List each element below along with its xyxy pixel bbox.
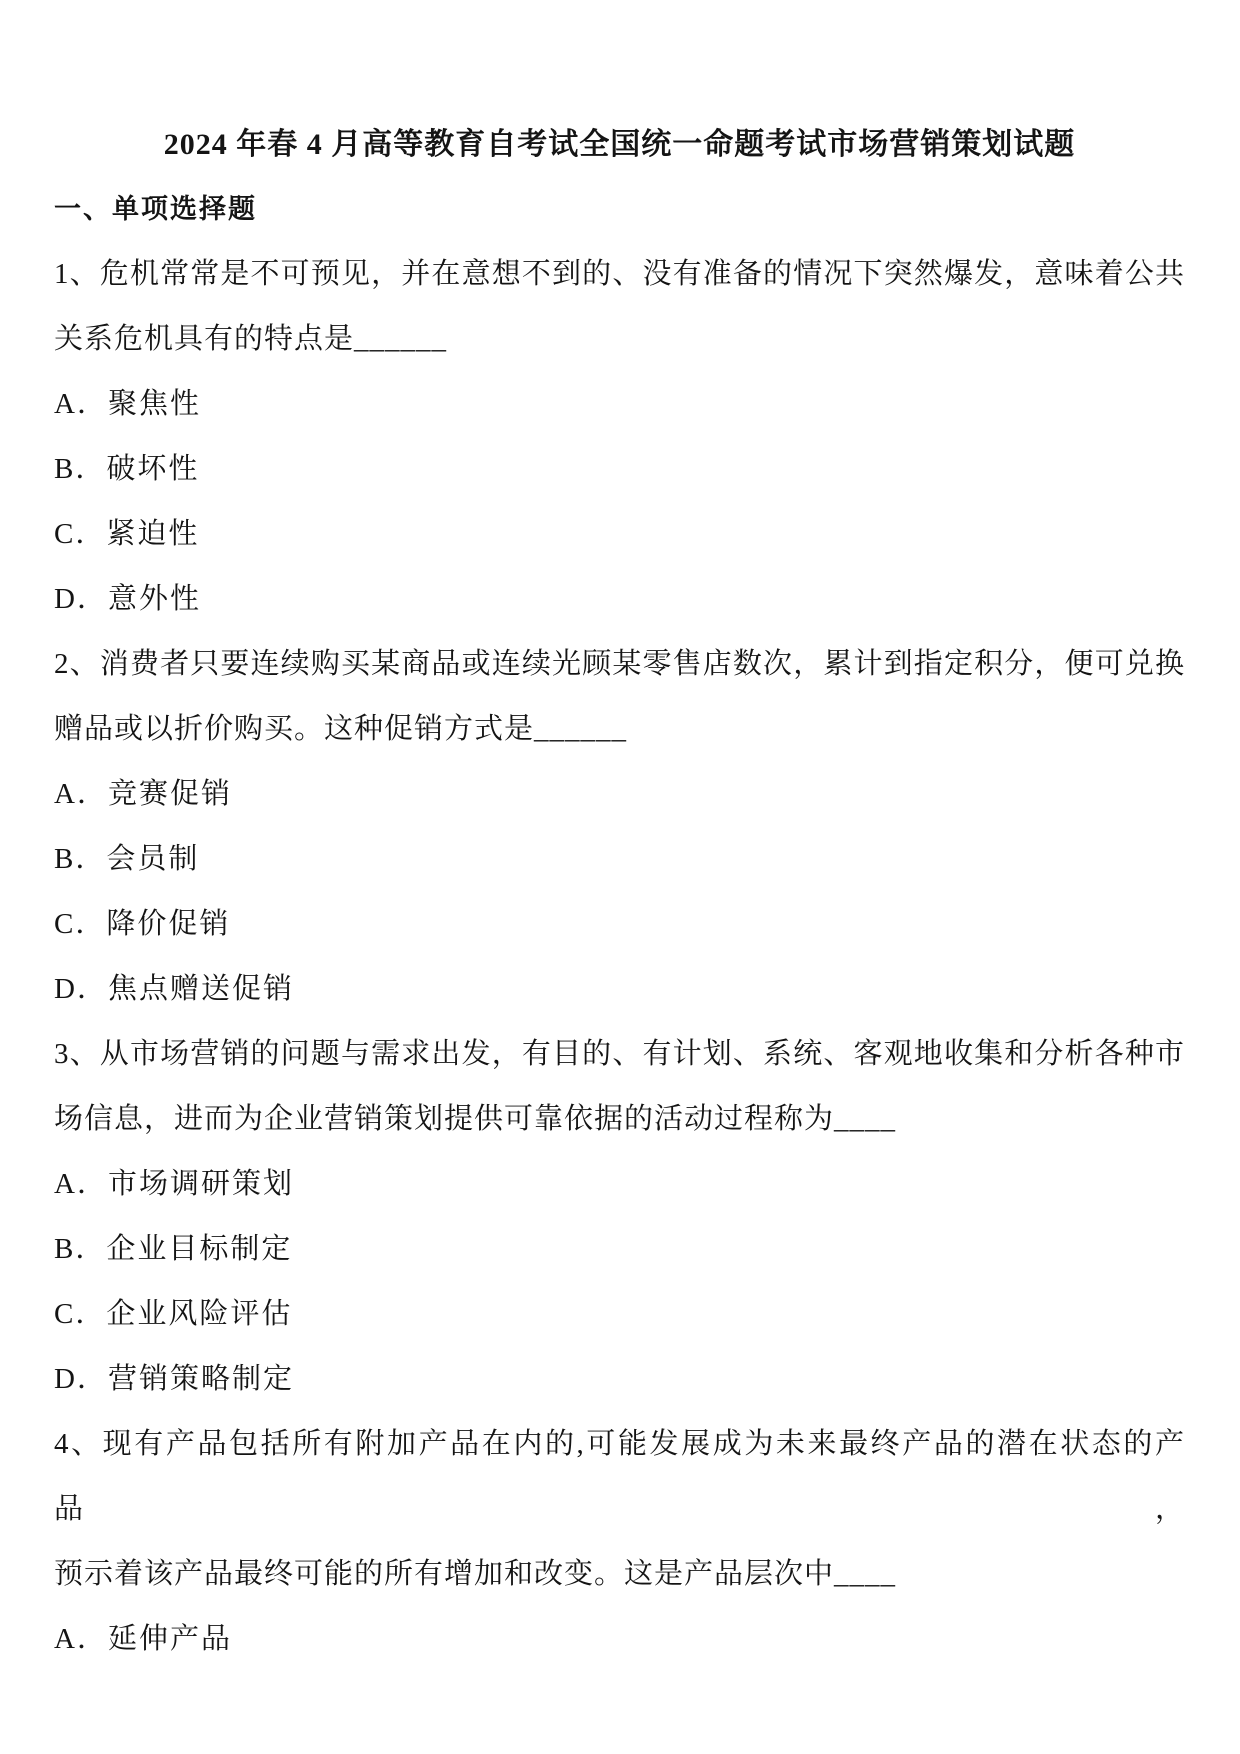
question-3-option-a: A．市场调研策划 (54, 1168, 294, 1200)
question-1-option-b: B．破坏性 (54, 453, 200, 485)
question-2-option-d: D．焦点赠送促销 (54, 973, 294, 1005)
question-2-line-2: 赠品或以折价购买。这种促销方式是______ (54, 713, 628, 745)
question-4-line-1: 4、现有产品包括所有附加产品在内的,可能发展成为未来最终产品的潜在状态的产品， (54, 1428, 1185, 1525)
question-3-line-2: 场信息，进而为企业营销策划提供可靠依据的活动过程称为____ (54, 1103, 897, 1135)
question-1-option-c: C．紧迫性 (54, 518, 200, 550)
question-4-option-a: A．延伸产品 (54, 1623, 232, 1655)
question-2-option-c: C．降价促销 (54, 908, 231, 940)
question-1-line-1: 1、危机常常是不可预见，并在意想不到的、没有准备的情况下突然爆发，意味着公共 (54, 258, 1185, 290)
page-title: 2024 年春 4 月高等教育自考试全国统一命题考试市场营销策划试题 (163, 128, 1076, 161)
question-3-option-d: D．营销策略制定 (54, 1363, 294, 1395)
question-2-option-a: A．竞赛促销 (54, 778, 232, 810)
question-1-option-a: A．聚焦性 (54, 388, 201, 420)
question-3-option-c: C．企业风险评估 (54, 1298, 293, 1330)
question-1-line-2: 关系危机具有的特点是______ (54, 323, 448, 355)
question-2-option-b: B．会员制 (54, 843, 200, 875)
question-1-option-d: D．意外性 (54, 583, 201, 615)
question-2-line-1: 2、消费者只要连续购买某商品或连续光顾某零售店数次，累计到指定积分，便可兑换 (54, 648, 1185, 680)
question-4-line-2: 预示着该产品最终可能的所有增加和改变。这是产品层次中____ (54, 1558, 897, 1590)
section-heading: 一、单项选择题 (54, 194, 257, 224)
question-3-line-1: 3、从市场营销的问题与需求出发，有目的、有计划、系统、客观地收集和分析各种市 (54, 1038, 1185, 1070)
question-3-option-b: B．企业目标制定 (54, 1233, 293, 1265)
